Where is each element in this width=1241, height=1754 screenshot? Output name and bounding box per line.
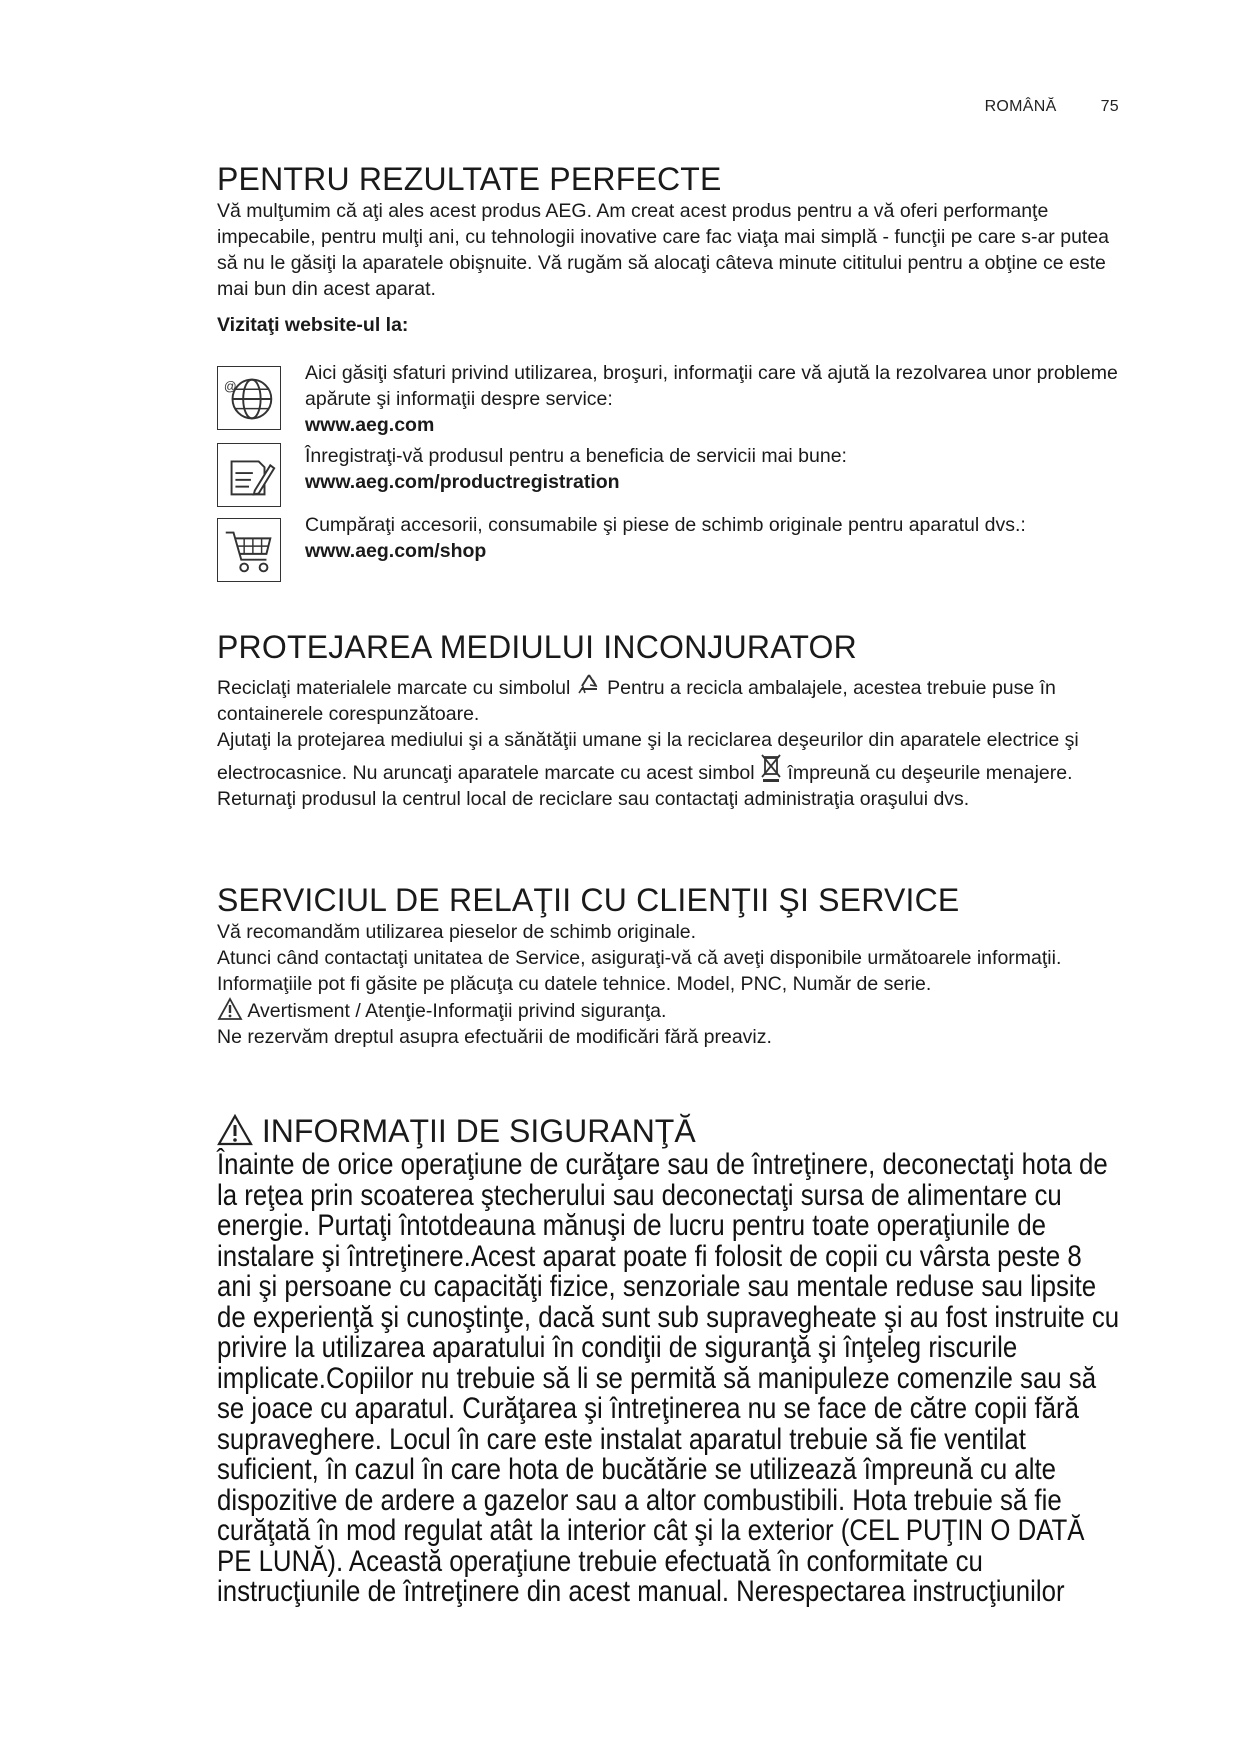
shopping-cart-icon	[217, 518, 281, 582]
service-line-5: Ne rezervăm dreptul asupra efectuării de modificări fără preaviz.	[217, 1026, 772, 1048]
environment-title: PROTEJAREA MEDIULUI INCONJURATOR	[217, 629, 857, 665]
page-header	[985, 98, 1119, 116]
link-url-website[interactable]: www.aeg.com	[305, 414, 435, 436]
safety-body: Înainte de orice operaţiune de curăţare sau de întreţinere, deconectaţi hota de la reţea prin scoaterea ştecherului sau deconectaţi sursa de alimentare cu energie. Purtaţi întotdeauna mănuşi de lucru pentru toate operaţiunile de instalare şi întreţinere.Acest aparat poate fi folosit de copii cu vârsta peste 8 ani şi persoane cu capacităţi fizice, senzoriale sau mentale reduse sau lipsite de experienţă şi cunoştinţe, dacă sunt sub supravegheate şi au fost instruite cu privire la utilizarea aparatului în condiţii de siguranţă şi înţeleg riscurile implicate.Copiilor nu trebuie să li se permită să manipuleze comenzile sau să se joace cu aparatul. Curăţarea şi întreţinerea nu se face de către copii fără supraveghere. Locul în care este instalat aparatul trebuie să fie ventilat suficient, în cazul în care hota de bucătărie se utilizează împreună cu alte dispozitive de ardere a gazelor sau a altor combustibili. Hota trebuie să fie curăţată în mod regulat atât la interior cât şi la exterior (CEL PUŢIN O DATĂ PE LUNĂ). Această operaţiune trebuie efectuată în conformitate cu instrucţiunile de întreţinere din acest manual. Nerespectarea instrucţiunilor	[217, 1148, 1120, 1608]
link-url-shop[interactable]: www.aeg.com/shop	[305, 540, 487, 562]
warning-icon	[217, 1114, 253, 1146]
visit-label: Vizitaţi website-ul la:	[217, 314, 409, 336]
environment-recycle-paragraph	[217, 672, 1122, 727]
service-line-4	[217, 997, 1122, 1024]
registration-icon	[217, 443, 281, 507]
safety-section	[217, 1112, 1122, 1608]
environment-weee-paragraph	[217, 727, 1122, 812]
page-number: 75	[1100, 98, 1119, 115]
links-list	[217, 360, 1122, 582]
link-description-website: Aici găsiţi sfaturi privind utilizarea, broşuri, informaţii care vă ajută la rezolvarea unor probleme apărute şi informaţii despre service:	[305, 362, 1118, 410]
service-line-3: Informaţiile pot fi găsite pe plăcuţa cu datele tehnice. Model, PNC, Număr de serie.	[217, 973, 932, 995]
recycle-text-before: Reciclaţi materialele marcate cu simbolul	[217, 677, 571, 699]
environment-section	[217, 628, 1122, 812]
weee-text-after: împreună cu deşeurile menajere. Returnaţi produsul la centrul local de reciclare sau contactaţi administraţia oraşului dvs.	[217, 762, 1073, 810]
svg-text:@: @	[223, 379, 237, 394]
recycle-icon	[576, 672, 602, 698]
globe-icon	[217, 366, 281, 430]
warning-info-text: Avertisment / Atenţie-Informaţii privind siguranţa.	[247, 1000, 667, 1022]
safety-heading	[217, 1112, 1122, 1150]
intro-body: Vă mulţumim că aţi ales acest produs AEG. Am creat acest produs pentru a vă oferi performanţe impecabile, pentru mulţi ani, cu tehnologii inovative care fac viaţa mai simplă - funcţii pe care s-ar putea să nu le găsiţi la aparatele obişnuite. Vă rugăm să alocaţi câteva minute cititului pentru a obţine ce este mai bun din acest aparat.	[217, 200, 1110, 300]
intro-section	[217, 160, 1122, 338]
service-line-1: Vă recomandăm utilizarea pieselor de schimb originale.	[217, 921, 697, 943]
link-row-website	[217, 360, 1122, 436]
service-title: SERVICIUL DE RELAŢII CU CLIENŢII ŞI SERVICE	[217, 882, 960, 918]
weee-text-before: Ajutaţi la protejarea mediului şi a sănătăţii umane şi la reciclarea deşeurilor din aparatele electrice şi electrocasnice. Nu aruncaţi aparatele marcate cu acest simbol	[217, 729, 1079, 784]
recycle-text-after: Pentru a recicla ambalajele, acestea trebuie puse în containerele corespunzătoare.	[217, 677, 1056, 725]
link-description-shop: Cumpăraţi accesorii, consumabile şi piese de schimb originale pentru aparatul dvs.:	[305, 514, 1026, 536]
link-description-registration: Înregistraţi-vă produsul pentru a beneficia de servicii mai bune:	[305, 445, 847, 467]
service-line-2: Atunci când contactaţi unitatea de Service, asiguraţi-vă că aveţi disponibile următoarele informaţii.	[217, 947, 1062, 969]
link-url-registration[interactable]: www.aeg.com/productregistration	[305, 471, 620, 493]
warning-icon	[217, 997, 243, 1021]
link-row-shop	[217, 512, 1122, 582]
safety-title: INFORMAŢII DE SIGURANŢĂ	[261, 1113, 696, 1149]
crossed-bin-icon	[760, 753, 782, 783]
link-row-registration	[217, 443, 1122, 509]
intro-title: PENTRU REZULTATE PERFECTE	[217, 161, 722, 197]
service-section	[217, 881, 1122, 1050]
language-label: ROMÂNĂ	[984, 98, 1057, 115]
